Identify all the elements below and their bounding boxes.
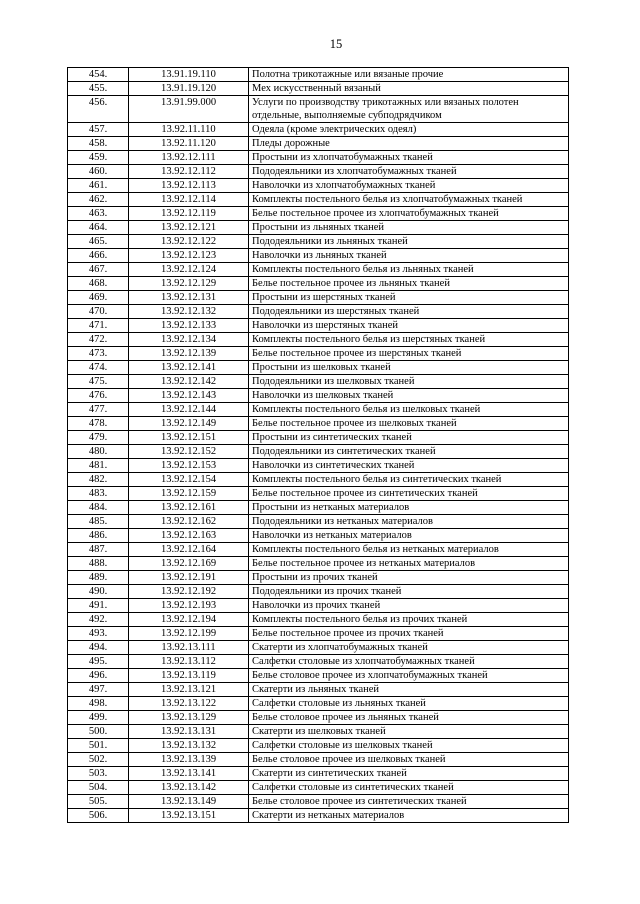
table-row	[68, 487, 569, 501]
table-row	[68, 767, 569, 781]
row-number-cell: 491.	[68, 599, 129, 613]
product-code-cell: 13.92.12.111	[129, 151, 249, 165]
product-code-cell: 13.92.12.162	[129, 515, 249, 529]
product-code-cell: 13.91.19.120	[129, 82, 249, 96]
row-number-cell: 456.	[68, 96, 129, 123]
table-row	[68, 725, 569, 739]
row-number-cell: 455.	[68, 82, 129, 96]
row-number-cell: 471.	[68, 319, 129, 333]
row-number-cell: 478.	[68, 417, 129, 431]
table-row	[68, 739, 569, 753]
product-code-cell: 13.92.12.153	[129, 459, 249, 473]
product-name-cell: Простыни из прочих тканей	[249, 571, 569, 585]
row-number-cell: 464.	[68, 221, 129, 235]
product-name-cell: Полотна трикотажные или вязаные прочие	[249, 68, 569, 82]
table-row	[68, 333, 569, 347]
row-number-cell: 473.	[68, 347, 129, 361]
row-number-cell: 489.	[68, 571, 129, 585]
product-name-cell: Скатерти из шелковых тканей	[249, 725, 569, 739]
table-row	[68, 96, 569, 123]
table-row	[68, 571, 569, 585]
table-row	[68, 655, 569, 669]
row-number-cell: 463.	[68, 207, 129, 221]
product-code-cell: 13.92.12.112	[129, 165, 249, 179]
table-row	[68, 361, 569, 375]
table-row	[68, 403, 569, 417]
table-row	[68, 319, 569, 333]
product-code-cell: 13.92.13.129	[129, 711, 249, 725]
product-name-cell: Белье столовое прочее из шелковых тканей	[249, 753, 569, 767]
row-number-cell: 462.	[68, 193, 129, 207]
product-name-cell: Белье постельное прочее из льняных тканей	[249, 277, 569, 291]
product-name-cell: Наволочки из шерстяных тканей	[249, 319, 569, 333]
product-code-cell: 13.92.12.119	[129, 207, 249, 221]
row-number-cell: 465.	[68, 235, 129, 249]
product-name-cell: Комплекты постельного белья из нетканых материалов	[249, 543, 569, 557]
table-row	[68, 277, 569, 291]
table-row	[68, 389, 569, 403]
table-row	[68, 347, 569, 361]
table-row	[68, 641, 569, 655]
product-name-cell: Белье постельное прочее из хлопчатобумажных тканей	[249, 207, 569, 221]
product-name-cell: Салфетки столовые из льняных тканей	[249, 697, 569, 711]
table-body	[68, 68, 569, 823]
product-code-cell: 13.92.13.149	[129, 795, 249, 809]
product-name-cell: Белье столовое прочее из хлопчатобумажных тканей	[249, 669, 569, 683]
table-row	[68, 151, 569, 165]
row-number-cell: 460.	[68, 165, 129, 179]
row-number-cell: 506.	[68, 809, 129, 823]
product-name-cell: Услуги по производству трикотажных или вязаных полотен отдельные, выполняемые субподрядчиком	[249, 96, 569, 123]
product-code-cell: 13.92.12.154	[129, 473, 249, 487]
row-number-cell: 500.	[68, 725, 129, 739]
row-number-cell: 485.	[68, 515, 129, 529]
product-name-cell: Одеяла (кроме электрических одеял)	[249, 123, 569, 137]
product-name-cell: Комплекты постельного белья из льняных тканей	[249, 263, 569, 277]
product-code-cell: 13.92.12.114	[129, 193, 249, 207]
row-number-cell: 469.	[68, 291, 129, 305]
table-row	[68, 627, 569, 641]
table-row	[68, 599, 569, 613]
product-code-cell: 13.92.12.194	[129, 613, 249, 627]
product-name-cell: Пододеяльники из хлопчатобумажных тканей	[249, 165, 569, 179]
product-name-cell: Простыни из льняных тканей	[249, 221, 569, 235]
table-row	[68, 557, 569, 571]
table-row	[68, 473, 569, 487]
product-code-cell: 13.92.12.121	[129, 221, 249, 235]
product-code-cell: 13.92.12.129	[129, 277, 249, 291]
product-code-cell: 13.92.13.132	[129, 739, 249, 753]
product-name-cell: Наволочки из прочих тканей	[249, 599, 569, 613]
product-code-cell: 13.92.13.121	[129, 683, 249, 697]
row-number-cell: 475.	[68, 375, 129, 389]
product-name-cell: Наволочки из льняных тканей	[249, 249, 569, 263]
product-code-cell: 13.92.12.143	[129, 389, 249, 403]
table-row	[68, 179, 569, 193]
product-name-cell: Пододеяльники из шерстяных тканей	[249, 305, 569, 319]
product-name-cell: Наволочки из синтетических тканей	[249, 459, 569, 473]
product-name-cell: Простыни из шелковых тканей	[249, 361, 569, 375]
product-name-cell: Пододеяльники из льняных тканей	[249, 235, 569, 249]
table-row	[68, 501, 569, 515]
table-row	[68, 431, 569, 445]
table-row	[68, 781, 569, 795]
row-number-cell: 454.	[68, 68, 129, 82]
product-name-cell: Комплекты постельного белья из хлопчатобумажных тканей	[249, 193, 569, 207]
product-name-cell: Скатерти из хлопчатобумажных тканей	[249, 641, 569, 655]
table-row	[68, 585, 569, 599]
product-code-cell: 13.92.12.159	[129, 487, 249, 501]
row-number-cell: 496.	[68, 669, 129, 683]
product-name-cell: Комплекты постельного белья из синтетических тканей	[249, 473, 569, 487]
product-name-cell: Простыни из хлопчатобумажных тканей	[249, 151, 569, 165]
row-number-cell: 501.	[68, 739, 129, 753]
row-number-cell: 493.	[68, 627, 129, 641]
product-name-cell: Белье постельное прочее из шерстяных тканей	[249, 347, 569, 361]
product-code-cell: 13.92.13.131	[129, 725, 249, 739]
table-row	[68, 809, 569, 823]
table-row	[68, 291, 569, 305]
product-code-cell: 13.92.13.122	[129, 697, 249, 711]
product-name-cell: Белье постельное прочее из нетканых материалов	[249, 557, 569, 571]
product-code-cell: 13.92.12.123	[129, 249, 249, 263]
product-name-cell: Комплекты постельного белья из шерстяных тканей	[249, 333, 569, 347]
product-name-cell: Пледы дорожные	[249, 137, 569, 151]
table-row	[68, 711, 569, 725]
row-number-cell: 494.	[68, 641, 129, 655]
product-name-cell: Белье столовое прочее из синтетических тканей	[249, 795, 569, 809]
row-number-cell: 497.	[68, 683, 129, 697]
table-row	[68, 305, 569, 319]
product-name-cell: Простыни из синтетических тканей	[249, 431, 569, 445]
table-row	[68, 68, 569, 82]
product-code-cell: 13.92.13.139	[129, 753, 249, 767]
row-number-cell: 458.	[68, 137, 129, 151]
table-row	[68, 613, 569, 627]
row-number-cell: 477.	[68, 403, 129, 417]
row-number-cell: 472.	[68, 333, 129, 347]
row-number-cell: 502.	[68, 753, 129, 767]
product-code-cell: 13.92.12.161	[129, 501, 249, 515]
product-code-cell: 13.92.12.152	[129, 445, 249, 459]
row-number-cell: 503.	[68, 767, 129, 781]
product-name-cell: Белье постельное прочее из синтетических тканей	[249, 487, 569, 501]
table-row	[68, 515, 569, 529]
row-number-cell: 486.	[68, 529, 129, 543]
table-row	[68, 795, 569, 809]
table-row	[68, 375, 569, 389]
table-row	[68, 193, 569, 207]
product-name-cell: Простыни из нетканых материалов	[249, 501, 569, 515]
row-number-cell: 476.	[68, 389, 129, 403]
row-number-cell: 487.	[68, 543, 129, 557]
product-name-cell: Наволочки из шелковых тканей	[249, 389, 569, 403]
product-name-cell: Пододеяльники из шелковых тканей	[249, 375, 569, 389]
row-number-cell: 470.	[68, 305, 129, 319]
product-name-cell: Скатерти из льняных тканей	[249, 683, 569, 697]
product-code-cell: 13.92.12.169	[129, 557, 249, 571]
product-name-cell: Простыни из шерстяных тканей	[249, 291, 569, 305]
product-code-cell: 13.92.13.151	[129, 809, 249, 823]
table-row	[68, 697, 569, 711]
product-name-cell: Белье постельное прочее из прочих тканей	[249, 627, 569, 641]
product-code-cell: 13.91.99.000	[129, 96, 249, 123]
table-row	[68, 123, 569, 137]
product-code-cell: 13.92.12.192	[129, 585, 249, 599]
row-number-cell: 466.	[68, 249, 129, 263]
product-name-cell: Салфетки столовые из синтетических тканей	[249, 781, 569, 795]
product-code-cell: 13.92.13.119	[129, 669, 249, 683]
table-row	[68, 235, 569, 249]
row-number-cell: 505.	[68, 795, 129, 809]
table-row	[68, 82, 569, 96]
product-code-cell: 13.92.12.141	[129, 361, 249, 375]
product-name-cell: Белье постельное прочее из шелковых тканей	[249, 417, 569, 431]
product-code-cell: 13.92.13.142	[129, 781, 249, 795]
product-name-cell: Мех искусственный вязаный	[249, 82, 569, 96]
row-number-cell: 490.	[68, 585, 129, 599]
product-code-cell: 13.92.12.149	[129, 417, 249, 431]
product-code-cell: 13.92.12.164	[129, 543, 249, 557]
product-name-cell: Наволочки из хлопчатобумажных тканей	[249, 179, 569, 193]
product-name-cell: Салфетки столовые из хлопчатобумажных тканей	[249, 655, 569, 669]
product-code-cell: 13.92.12.144	[129, 403, 249, 417]
product-code-cell: 13.92.12.199	[129, 627, 249, 641]
row-number-cell: 461.	[68, 179, 129, 193]
product-code-cell: 13.92.12.139	[129, 347, 249, 361]
table-row	[68, 249, 569, 263]
row-number-cell: 479.	[68, 431, 129, 445]
row-number-cell: 495.	[68, 655, 129, 669]
row-number-cell: 492.	[68, 613, 129, 627]
product-name-cell: Скатерти из синтетических тканей	[249, 767, 569, 781]
row-number-cell: 480.	[68, 445, 129, 459]
product-code-table	[67, 67, 569, 823]
row-number-cell: 482.	[68, 473, 129, 487]
product-code-cell: 13.92.13.141	[129, 767, 249, 781]
row-number-cell: 483.	[68, 487, 129, 501]
row-number-cell: 488.	[68, 557, 129, 571]
table-row	[68, 753, 569, 767]
product-name-cell: Белье столовое прочее из льняных тканей	[249, 711, 569, 725]
product-code-cell: 13.92.12.113	[129, 179, 249, 193]
product-name-cell: Наволочки из нетканых материалов	[249, 529, 569, 543]
table-row	[68, 683, 569, 697]
row-number-cell: 498.	[68, 697, 129, 711]
row-number-cell: 457.	[68, 123, 129, 137]
row-number-cell: 481.	[68, 459, 129, 473]
product-name-cell: Пододеяльники из синтетических тканей	[249, 445, 569, 459]
table-row	[68, 263, 569, 277]
table-row	[68, 543, 569, 557]
product-code-cell: 13.92.12.124	[129, 263, 249, 277]
row-number-cell: 484.	[68, 501, 129, 515]
product-code-cell: 13.92.11.120	[129, 137, 249, 151]
row-number-cell: 474.	[68, 361, 129, 375]
row-number-cell: 459.	[68, 151, 129, 165]
product-name-cell: Пододеяльники из прочих тканей	[249, 585, 569, 599]
table-row	[68, 445, 569, 459]
product-code-cell: 13.92.11.110	[129, 123, 249, 137]
product-name-cell: Салфетки столовые из шелковых тканей	[249, 739, 569, 753]
product-code-cell: 13.92.12.122	[129, 235, 249, 249]
table-row	[68, 459, 569, 473]
table-row	[68, 165, 569, 179]
product-code-cell: 13.91.19.110	[129, 68, 249, 82]
product-code-cell: 13.92.12.134	[129, 333, 249, 347]
product-code-cell: 13.92.13.111	[129, 641, 249, 655]
product-code-cell: 13.92.12.142	[129, 375, 249, 389]
table-row	[68, 669, 569, 683]
product-code-cell: 13.92.12.131	[129, 291, 249, 305]
product-code-cell: 13.92.12.132	[129, 305, 249, 319]
product-name-cell: Комплекты постельного белья из прочих тканей	[249, 613, 569, 627]
table-row	[68, 417, 569, 431]
row-number-cell: 467.	[68, 263, 129, 277]
product-code-cell: 13.92.12.133	[129, 319, 249, 333]
product-code-cell: 13.92.13.112	[129, 655, 249, 669]
table-row	[68, 137, 569, 151]
row-number-cell: 468.	[68, 277, 129, 291]
product-name-cell: Пододеяльники из нетканых материалов	[249, 515, 569, 529]
product-name-cell: Комплекты постельного белья из шелковых тканей	[249, 403, 569, 417]
product-name-cell: Скатерти из нетканых материалов	[249, 809, 569, 823]
product-code-cell: 13.92.12.193	[129, 599, 249, 613]
product-code-cell: 13.92.12.191	[129, 571, 249, 585]
table-row	[68, 529, 569, 543]
page-number: 15	[329, 37, 343, 51]
row-number-cell: 499.	[68, 711, 129, 725]
product-code-cell: 13.92.12.151	[129, 431, 249, 445]
row-number-cell: 504.	[68, 781, 129, 795]
table-row	[68, 207, 569, 221]
product-code-cell: 13.92.12.163	[129, 529, 249, 543]
table-row	[68, 221, 569, 235]
